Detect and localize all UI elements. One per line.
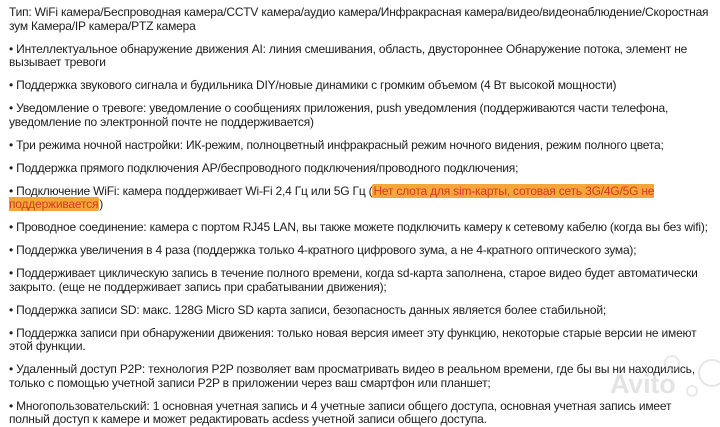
bullet-icon: • xyxy=(9,325,17,340)
item-text: Поддержка записи SD: макс. 128G Micro SD карта записи, безопасность данных является более стабильной; xyxy=(16,302,607,317)
description-item xyxy=(9,139,712,153)
item-text: Подключение WiFi: камера поддерживает Wi-Fi 2,4 Гц или 5G Гц ( xyxy=(16,183,373,198)
bullet-icon: • xyxy=(9,243,17,257)
item-text: ) xyxy=(99,197,104,211)
description-item xyxy=(9,244,712,258)
description-item xyxy=(9,400,712,427)
description-item xyxy=(9,267,712,294)
bullet-icon: • xyxy=(9,41,17,56)
description-item xyxy=(9,363,712,390)
watermark-text: Avito xyxy=(610,369,676,399)
item-text: Поддержка увеличения в 4 раза (поддержка только 4-кратного цифрового зума, а не 4-кратного оптического зума); xyxy=(16,243,637,257)
description-item xyxy=(9,79,712,93)
bullet-icon: • xyxy=(9,160,17,175)
bullet-icon: • xyxy=(9,302,17,317)
item-text: Многопользовательский: 1 основная учетная запись и 4 учетные записи общего доступа, основная учетная запись имеет полный доступ к камере и может редактировать acdess учетной записи общего доступа. xyxy=(9,398,672,426)
bullet-icon: • xyxy=(9,266,17,280)
bullet-icon: • xyxy=(9,101,17,115)
description-item xyxy=(9,185,712,212)
item-text: Удаленный доступ P2P: технология P2P позволяет вам просматривать видео в реальном времени, где бы вы ни находились, только с помощью учетной записи P2P в приложении через ваш смартфон или планшет; xyxy=(9,362,695,390)
item-text: Три режима ночной настройки: ИК-режим, полноцветный инфракрасный режим ночного видения, режим полного цвета; xyxy=(16,137,664,152)
item-text: Поддержка звукового сигнала и будильника DIY/новые динамики с громким объемом (4 Вт высокой мощности) xyxy=(16,78,617,92)
item-text: Поддерживает циклическую запись в течение полного времени, когда sd-карта заполнена, старое видео будет автоматически закрыто. (еще не поддерживает запись при срабатывании движения); xyxy=(9,266,698,294)
description-item xyxy=(9,43,712,70)
bullet-icon: • xyxy=(9,362,17,376)
item-text: Интеллектуальное обнаружение движения AI: линия смешивания, область, двустороннее Обнаружение потока, элемент не вызывает тревоги xyxy=(9,41,688,69)
item-text: Поддержка прямого подключения AP/беспроводного подключения/проводного подключения; xyxy=(16,160,519,175)
bullet-icon: • xyxy=(9,78,17,92)
bullet-icon: • xyxy=(9,183,17,198)
description-item xyxy=(9,162,712,176)
description-item xyxy=(9,102,712,129)
bullet-icon: • xyxy=(9,398,17,413)
item-text: Уведомление о тревоге: уведомление о сообщениях приложения, push уведомления (поддерживаются части телефона, уведомление по электронной почте не поддерживается) xyxy=(9,101,669,129)
item-text: Проводное соединение: камера с портом RJ45 LAN, вы также можете подключить камеру к сетевому кабелю (когда вы без wifi); xyxy=(16,220,708,234)
description-item xyxy=(9,304,712,318)
highlighted-note: Нет слота для sim-карты, сотовая сеть 3G/4G/5G не поддерживается xyxy=(9,183,655,211)
description-list xyxy=(9,43,712,427)
item-text: Поддержка записи при обнаружении движения: только новая версия имеет эту функцию, некоторые старые версии не имеют этой функции. xyxy=(9,325,697,353)
bullet-icon: • xyxy=(9,220,17,234)
description-intro: Тип: WiFi камера/Беспроводная камера/CCTV камера/аудио камера/Инфракрасная камера/видео/видеонаблюдение/Скоростная зум Камера/IP камера/PTZ камера xyxy=(9,5,709,33)
bullet-icon: • xyxy=(9,137,17,152)
description-item xyxy=(9,327,712,354)
description-item xyxy=(9,221,712,235)
